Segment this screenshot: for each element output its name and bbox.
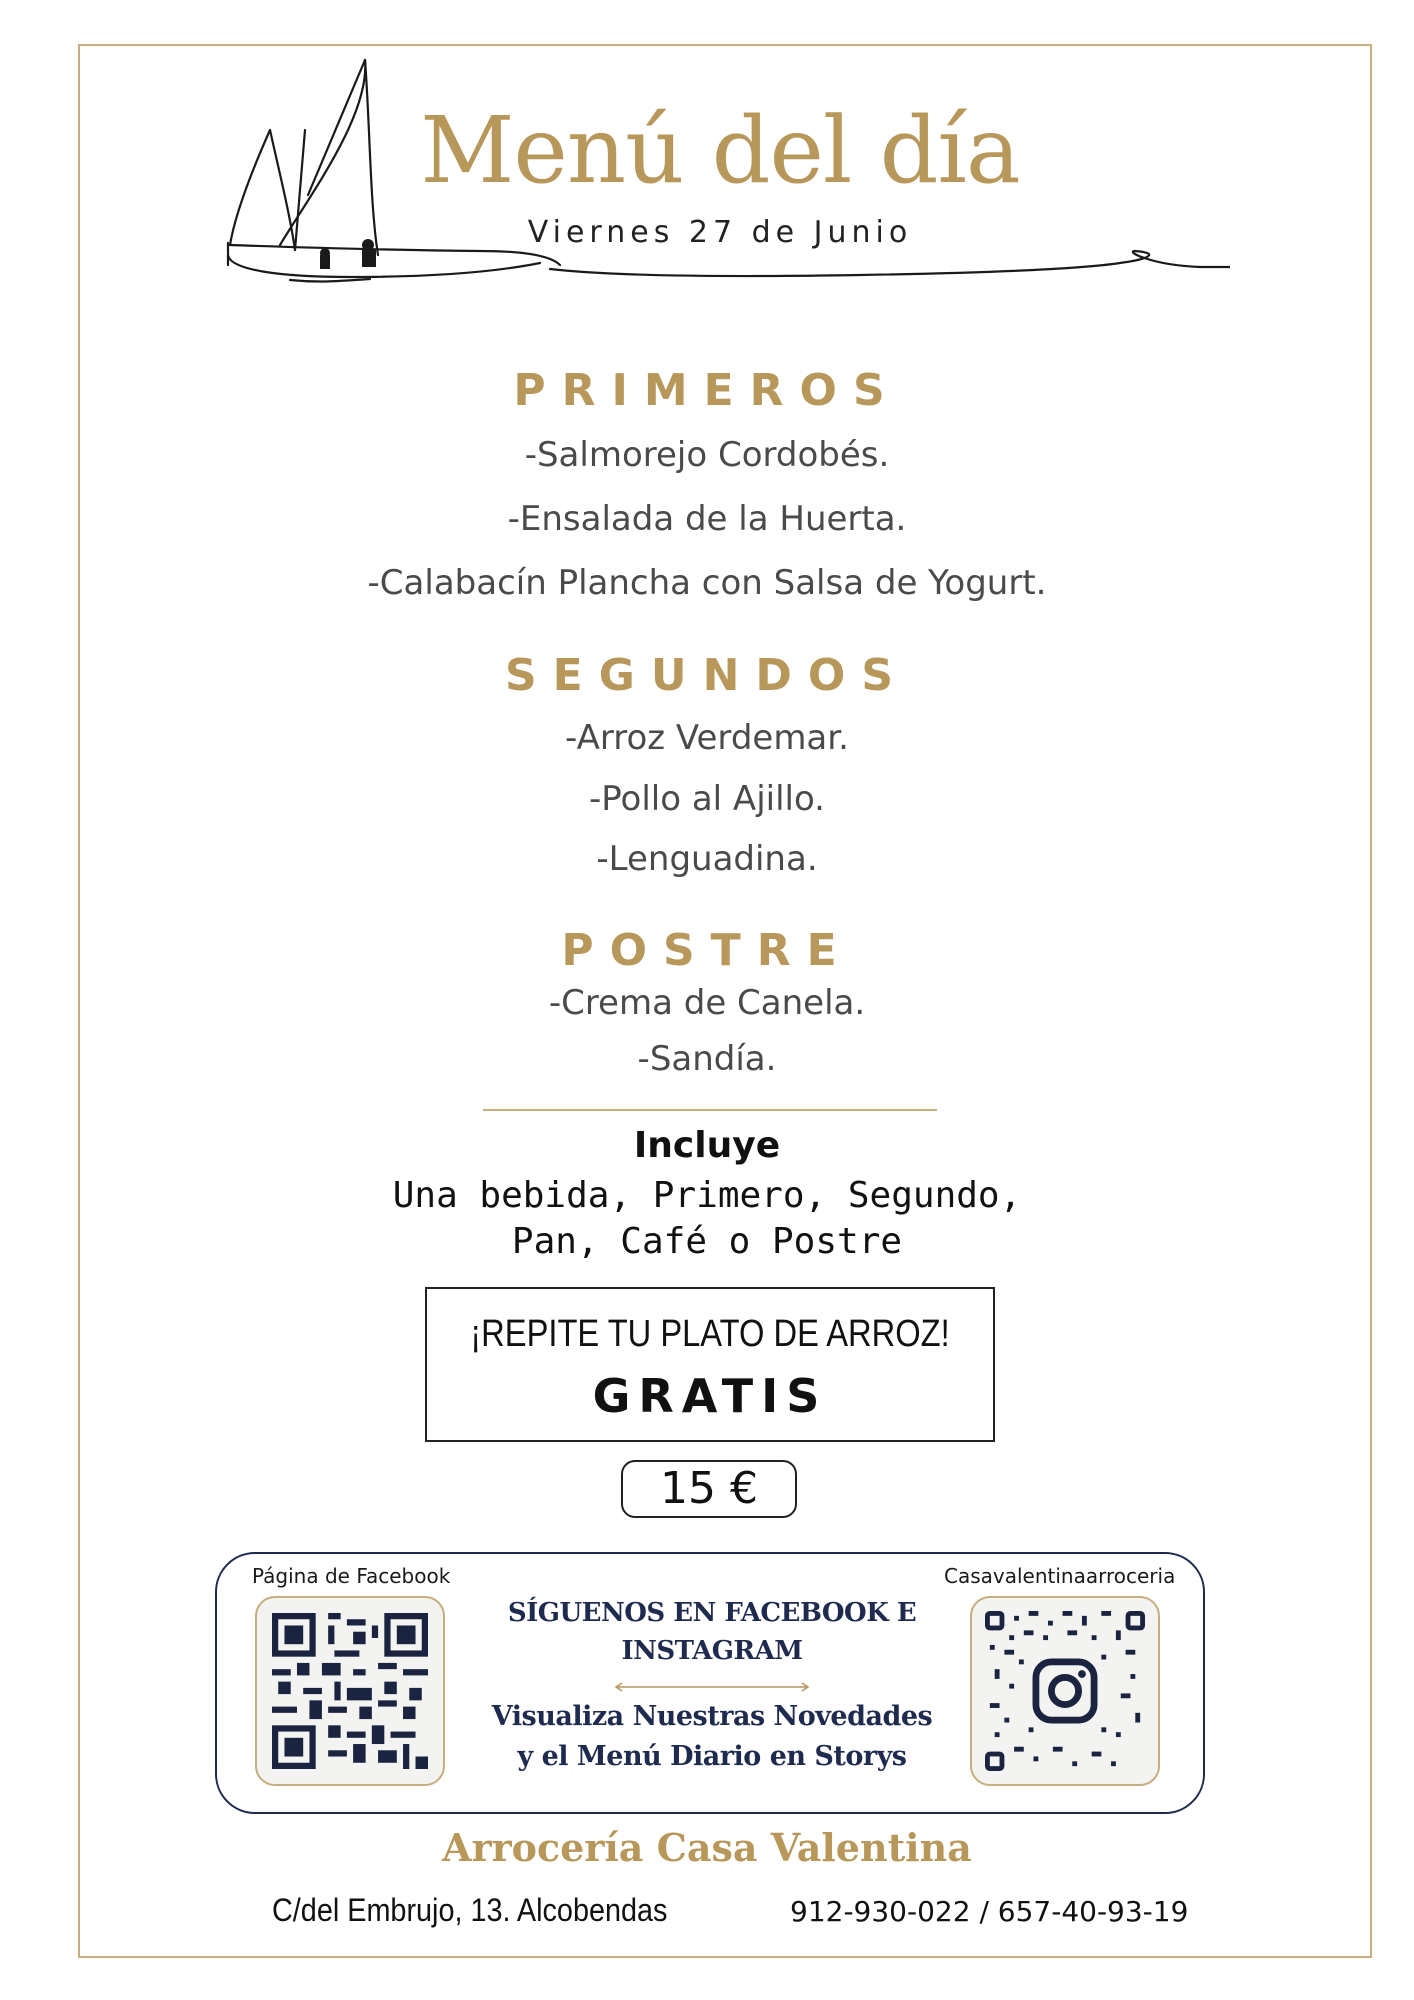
dish-item: -Calabacín Plancha con Salsa de Yogurt.: [367, 563, 1047, 603]
menu-date: Viernes 27 de Junio: [527, 215, 913, 250]
promo-box: [425, 1287, 995, 1442]
follow-subtitle-line: y el Menú Diario en Storys: [517, 1741, 907, 1772]
qr-icon: [985, 1611, 1145, 1771]
restaurant-name: Arrocería Casa Valentina: [442, 1825, 972, 1870]
includes-title: Incluye: [633, 1125, 781, 1166]
instagram-label: Casavalentinaarroceria: [944, 1564, 1176, 1588]
follow-subtitle-line: Visualiza Nuestras Novedades: [491, 1701, 933, 1732]
follow-title-line: SÍGUENOS EN FACEBOOK E: [507, 1598, 917, 1628]
promo-text: ¡REPITE TU PLATO DE ARROZ!: [470, 1313, 950, 1355]
includes-line: Pan, Café o Postre: [511, 1221, 903, 1262]
restaurant-phones[interactable]: 912-930-022 / 657-40-93-19: [790, 1895, 1189, 1928]
section-title-segundos: SEGUNDOS: [504, 650, 910, 701]
includes-line: Una bebida, Primero, Segundo,: [392, 1175, 1022, 1216]
section-title-postre: POSTRE: [561, 925, 853, 976]
follow-title: [487, 1594, 937, 1670]
facebook-label: Página de Facebook: [252, 1564, 451, 1588]
divider: [483, 1109, 937, 1111]
social-panel: [215, 1552, 1205, 1814]
dish-item: -Arroz Verdemar.: [565, 718, 849, 758]
instagram-qr-code[interactable]: [970, 1596, 1160, 1786]
dish-item: -Crema de Canela.: [548, 983, 866, 1023]
qr-icon: [272, 1613, 428, 1769]
double-arrow-icon: [612, 1682, 812, 1692]
follow-title-line: INSTAGRAM: [621, 1636, 803, 1666]
restaurant-address: C/del Embrujo, 13. Alcobendas: [272, 1892, 668, 1928]
dish-item: -Pollo al Ajillo.: [588, 779, 825, 819]
dish-item: -Ensalada de la Huerta.: [507, 499, 907, 539]
dish-item: -Lenguadina.: [596, 839, 818, 879]
promo-highlight: GRATIS: [592, 1369, 828, 1423]
dish-item: -Sandía.: [637, 1039, 777, 1079]
section-title-primeros: PRIMEROS: [513, 365, 901, 416]
page-title: Menú del día: [420, 97, 1020, 204]
facebook-qr-code[interactable]: [255, 1596, 445, 1786]
follow-subtitle: [457, 1697, 967, 1777]
price-badge: 15 €: [621, 1460, 797, 1518]
dish-item: -Salmorejo Cordobés.: [524, 435, 890, 475]
